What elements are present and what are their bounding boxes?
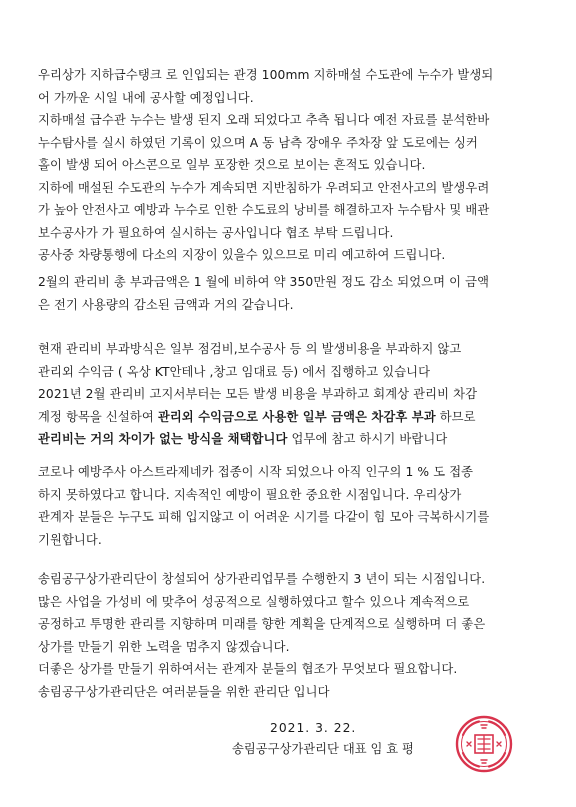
text-line — [38, 506, 558, 529]
emphasized-text: 관리비는 거의 차이가 없는 방식을 채택합니다 — [38, 432, 288, 446]
text-segment: 많은 사업을 가성비 에 맞추어 성공적으로 실행하였다고 할수 있으나 계속적으로 — [38, 594, 470, 609]
paragraph-water-pipe-repair — [38, 64, 558, 267]
text-line — [38, 87, 558, 110]
text-segment: 더좋은 상가를 만들기 위하여서는 관계자 분들의 협조가 무엇보다 필요합니다. — [38, 662, 458, 676]
text-line — [38, 529, 558, 552]
text-line — [38, 484, 558, 507]
text-line — [38, 132, 558, 155]
text-segment: 우리상가 지하급수탱크 로 인입되는 관경 100mm 지하매설 수도관에 누수가 발생되 — [38, 68, 494, 82]
text-line — [38, 294, 558, 317]
document-date: 2021. 3. 22. — [270, 721, 357, 735]
text-segment: 어 가까운 시일 내에 공사할 예정입니다. — [38, 90, 254, 105]
text-segment: 송림공구상가관리단이 창설되어 상가관리업무를 수행한지 3 년이 되는 시점입니다. — [38, 572, 486, 586]
official-seal-stamp-icon — [454, 714, 514, 774]
paragraph-covid-vaccination — [38, 461, 558, 551]
text-segment: 2월의 관리비 총 부과금액은 1 월에 비하여 약 350만원 정도 감소 되었으며 이 금액 — [38, 275, 490, 289]
text-line — [38, 222, 558, 245]
text-segment: 관계자 분들은 누구도 피해 입지않고 이 어려운 시기를 다같이 힘 모아 극복하시기를 — [38, 510, 490, 524]
text-segment: 보수공사가 가 필요하여 실시하는 공사입니다 협조 부탁 드립니다. — [38, 225, 394, 240]
text-segment: 기원합니다. — [38, 532, 102, 547]
text-line — [38, 109, 558, 132]
text-segment: 하므로 — [435, 409, 476, 424]
text-segment: 관리외 수익금 ( 옥상 KT안테나 ,창고 임대료 등) 에서 집행하고 있습니다 — [38, 364, 431, 379]
text-line — [38, 591, 558, 614]
text-segment: 공정하고 투명한 관리를 지향하며 미래를 향한 계획을 단계적으로 실행하며 더 좋은 — [38, 617, 486, 631]
text-segment: 홀이 발생 되어 아스콘으로 일부 포장한 것으로 보이는 흔적도 있습니다. — [38, 158, 426, 172]
text-line — [38, 568, 558, 591]
text-segment: 가 높아 안전사고 예방과 누수로 인한 수도료의 낭비를 해결하고자 누수탐사 및 배관 — [38, 203, 490, 217]
text-line — [38, 271, 558, 294]
text-line — [38, 177, 558, 200]
text-segment: 지하에 매설된 수도관의 누수가 계속되면 지반침하가 우려되고 안전사고의 발생우려 — [38, 180, 490, 195]
text-line — [38, 681, 558, 704]
emphasized-text: 관리외 수익금으로 사용한 일부 금액은 차감후 부과 — [157, 409, 436, 424]
text-line — [38, 244, 558, 267]
text-line — [38, 406, 558, 429]
paragraph-management-group — [38, 568, 558, 703]
text-line — [38, 613, 558, 636]
text-line — [38, 636, 558, 659]
signer-name: 송림공구상가관리단 대표 임 효 평 — [232, 742, 414, 756]
text-segment: 누수탐사를 실시 하였던 기록이 있으며 A 동 남측 장애우 주차장 앞 도로에는 싱커 — [38, 135, 478, 150]
text-segment: 계정 항목을 신설하여 — [38, 409, 158, 424]
text-segment: 2021년 2월 관리비 고지서부터는 모든 발생 비용을 부과하고 회계상 관리비 차감 — [38, 387, 478, 401]
text-segment: 송림공구상가관리단은 여러분들을 위한 관리단 입니다 — [38, 684, 330, 699]
text-segment: 공사중 차량통행에 다소의 지장이 있을수 있으므로 미리 예고하여 드립니다. — [38, 248, 446, 262]
text-line — [38, 64, 558, 87]
text-line — [38, 199, 558, 222]
text-line — [38, 383, 558, 406]
text-line — [38, 361, 558, 384]
text-segment: 하지 못하였다고 합니다. 지속적인 예방이 필요한 중요한 시점입니다. 우리상가 — [38, 487, 462, 502]
text-segment: 현재 관리비 부과방식은 일부 점검비,보수공사 등 의 발생비용을 부과하지 않고 — [38, 342, 462, 356]
text-line — [38, 658, 558, 681]
text-segment: 은 전기 사용량의 감소된 금액과 거의 같습니다. — [38, 297, 294, 312]
text-line — [38, 338, 558, 361]
text-line — [38, 154, 558, 177]
paragraph-billing-method — [38, 338, 558, 451]
text-segment: 상가를 만들기 위한 노력을 멈추지 않겠습니다. — [38, 639, 290, 654]
text-segment: 업무에 참고 하시기 바랍니다 — [287, 432, 448, 446]
text-segment: 지하매설 급수관 누수는 발생 된지 오래 되었다고 추측 됩니다 예전 자료를 분석한바 — [38, 113, 490, 127]
text-line — [38, 428, 558, 451]
paragraph-management-fee — [38, 271, 558, 316]
text-line — [38, 461, 558, 484]
text-segment: 코로나 예방주사 아스트라제네카 접종이 시작 되었으나 아직 인구의 1 % 도 접종 — [38, 465, 474, 479]
